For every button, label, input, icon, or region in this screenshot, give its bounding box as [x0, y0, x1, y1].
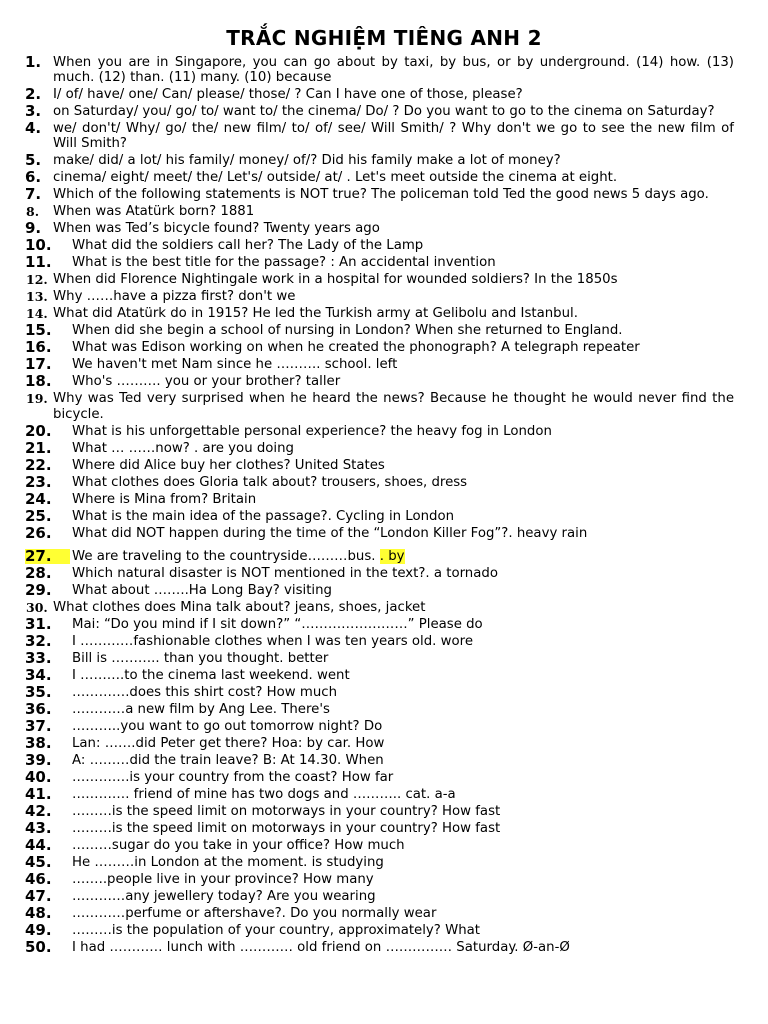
question-body: ………….is your country from the coast? How far [72, 769, 394, 785]
question-number: 11. [25, 253, 52, 272]
question-number: 35. [25, 682, 52, 701]
question-number: 48. [25, 903, 52, 922]
question-item [0, 121, 768, 153]
question-text [72, 323, 734, 338]
question-body: What did NOT happen during the time of the “London Killer Fog”?. heavy rain [72, 525, 588, 541]
question-item [0, 886, 768, 906]
question-body: He ………in London at the moment. is studying [72, 854, 384, 870]
question-body: ………sugar do you take in your office? How much [72, 837, 405, 853]
question-body: A: ………did the train leave? B: At 14.30. When [72, 752, 384, 768]
question-body: What was Edison working on when he created the phonograph? A telegraph repeater [72, 340, 640, 356]
question-number: 34. [25, 665, 52, 684]
question-body: Where did Alice buy her clothes? United States [72, 457, 385, 473]
question-number: 15. [25, 321, 52, 340]
question-text [53, 121, 734, 151]
question-number: 46. [25, 869, 52, 888]
question-item [0, 733, 768, 753]
question-text [72, 374, 734, 389]
question-item [0, 801, 768, 821]
question-text [72, 475, 734, 490]
question-item [0, 869, 768, 889]
question-body: When did she begin a school of nursing in London? When she returned to England. [72, 323, 623, 339]
question-number: 47. [25, 886, 52, 905]
question-number: 4. [25, 119, 42, 138]
question-body: Which natural disaster is NOT mentioned in the text?. a tornado [72, 565, 498, 581]
question-item [0, 835, 768, 855]
question-body: ………….does this shirt cost? How much [72, 684, 337, 700]
question-body: What clothes does Mina talk about? jeans, shoes, jacket [53, 599, 426, 615]
question-body: What … ……now? . are you doing [72, 440, 294, 456]
question-text [72, 651, 734, 666]
question-body: Why ……have a pizza first? don't we [53, 289, 296, 305]
question-text [72, 255, 734, 270]
question-body: make/ did/ a lot/ his family/ money/ of/? Did his family make a lot of money? [53, 153, 561, 169]
question-number: 31. [25, 614, 52, 633]
question-body: What is the main idea of the passage?. Cycling in London [72, 508, 455, 524]
question-body: ………..you want to go out tomorrow night? Do [72, 718, 383, 734]
question-number: 22. [25, 455, 52, 474]
question-item [0, 472, 768, 492]
question-number: 43. [25, 818, 52, 837]
question-item [0, 55, 768, 87]
question-number: 13. [26, 289, 48, 305]
question-number: 14. [26, 306, 48, 322]
question-body: I had ………… lunch with ………… old friend on …………… Saturday. Ø-an-Ø [72, 939, 570, 955]
question-body: …………a new film by Ang Lee. There's [72, 701, 330, 717]
question-number: 9. [25, 219, 42, 238]
question-number: 26. [25, 523, 52, 542]
question-item [0, 438, 768, 458]
question-text [72, 872, 734, 887]
question-number: 19. [26, 391, 48, 407]
question-number: 5. [25, 151, 42, 170]
question-number: 29. [25, 580, 52, 599]
question-item [0, 255, 768, 272]
question-item [0, 600, 768, 617]
question-text [53, 600, 734, 615]
question-number: 1. [25, 53, 42, 71]
question-number: 30. [26, 599, 48, 615]
question-body: I ……….to the cinema last weekend. went [72, 667, 350, 683]
question-text [53, 87, 734, 102]
question-number: 38. [25, 733, 52, 752]
question-item [0, 716, 768, 736]
question-text [72, 526, 734, 541]
question-item [0, 852, 768, 872]
question-number: 40. [25, 767, 52, 786]
question-body: I/ of/ have/ one/ Can/ please/ those/ ? Can I have one of those, please? [53, 87, 523, 103]
question-text [72, 685, 734, 700]
question-text [72, 509, 734, 524]
question-item [0, 523, 768, 543]
question-text [53, 187, 734, 202]
question-text [72, 441, 734, 456]
question-list [0, 55, 768, 957]
question-number: 8. [26, 204, 40, 220]
question-body: What is the best title for the passage? : An accidental invention [72, 255, 496, 271]
question-text [53, 272, 734, 287]
question-body: cinema/ eight/ meet/ the/ Let's/ outside/ at/ . Let's meet outside the cinema at eight. [53, 170, 618, 186]
question-body: on Saturday/ you/ go/ to/ want to/ the cinema/ Do/ ? Do you want to go to the cinema on Saturday? [53, 104, 715, 120]
question-item [0, 920, 768, 940]
question-item [0, 104, 768, 121]
question-number: 33. [25, 648, 52, 667]
question-text [72, 804, 734, 819]
question-number: 16. [25, 338, 52, 357]
question-text [53, 221, 734, 236]
question-text [72, 838, 734, 853]
question-text [72, 492, 734, 507]
question-body: Which of the following statements is NOT true? The policeman told Ted the good news 5 days ago. [53, 187, 709, 203]
question-number: 18. [25, 372, 52, 391]
question-number: 12. [26, 272, 48, 288]
question-item [0, 506, 768, 526]
question-item [0, 937, 768, 957]
question-item [0, 272, 768, 289]
question-number: 44. [25, 835, 52, 854]
question-body: …………perfume or aftershave?. Do you normally wear [72, 905, 437, 921]
question-body: When was Atatürk born? 1881 [53, 204, 255, 220]
question-body: ………is the population of your country, approximately? What [72, 922, 481, 938]
question-number: 41. [25, 784, 52, 803]
question-text [72, 634, 734, 649]
question-number: 50. [25, 937, 52, 956]
question-item [0, 767, 768, 787]
question-number: 23. [25, 472, 52, 491]
question-item [0, 648, 768, 668]
question-item [0, 546, 768, 566]
question-text [72, 736, 734, 751]
question-item [0, 699, 768, 719]
question-body: we/ don't/ Why/ go/ the/ new film/ to/ of/ see/ Will Smith/ ? Why don't we go to see the new film of Will Smith? [53, 121, 734, 152]
question-text [72, 770, 734, 785]
question-number: 37. [25, 716, 52, 735]
question-item [0, 87, 768, 104]
question-text [72, 787, 734, 802]
question-text [53, 204, 734, 219]
question-item [0, 170, 768, 187]
question-item [0, 580, 768, 600]
question-text [53, 306, 734, 321]
question-item [0, 631, 768, 651]
question-body: Bill is ……….. than you thought. better [72, 650, 329, 666]
question-body: We haven't met Nam since he ………. school. left [72, 357, 398, 373]
question-number: 39. [25, 750, 52, 769]
document-title: TRẮC NGHIỆM TIÊNG ANH 2 [226, 26, 542, 50]
question-item [0, 153, 768, 170]
question-body: We are traveling to the countryside………bus. [72, 548, 380, 564]
question-text [72, 889, 734, 904]
question-item [0, 563, 768, 583]
question-number: 17. [25, 355, 52, 374]
question-text [72, 702, 734, 717]
question-text [72, 906, 734, 921]
question-body: What clothes does Gloria talk about? trousers, shoes, dress [72, 474, 468, 490]
question-number: 42. [25, 801, 52, 820]
question-item [0, 455, 768, 475]
question-text [53, 170, 734, 185]
question-text [72, 617, 734, 632]
question-body: ………is the speed limit on motorways in your country? How fast [72, 820, 501, 836]
question-item [0, 818, 768, 838]
question-text [72, 855, 734, 870]
question-text [53, 104, 734, 119]
question-body: When did Florence Nightingale work in a hospital for wounded soldiers? In the 1850s [53, 272, 618, 288]
question-text [72, 583, 734, 598]
question-body: When you are in Singapore, you can go about by taxi, by bus, or by underground. (14) how. (13) much. (12) than. (11) many. (10) because [53, 55, 734, 86]
question-body: ………is the speed limit on motorways in your country? How fast [72, 803, 501, 819]
question-text [72, 668, 734, 683]
question-number: 25. [25, 506, 52, 525]
question-body: …………. friend of mine has two dogs and ……….. cat. a-a [72, 786, 456, 802]
highlighted-answer: . by [379, 548, 405, 564]
question-item [0, 238, 768, 255]
question-text [53, 391, 734, 421]
question-item [0, 784, 768, 804]
question-number: 24. [25, 489, 52, 508]
question-item [0, 323, 768, 340]
question-body: Mai: “Do you mind if I sit down?” “……………………” Please do [72, 616, 483, 632]
question-text [72, 719, 734, 734]
question-text [72, 821, 734, 836]
question-number: 3. [25, 102, 42, 121]
question-number: 36. [25, 699, 52, 718]
question-number: 2. [25, 85, 42, 104]
question-number: 45. [25, 852, 52, 871]
question-number: 32. [25, 631, 52, 650]
question-text [53, 153, 734, 168]
question-number: 27. [25, 549, 70, 564]
question-item [0, 421, 768, 441]
question-item [0, 374, 768, 391]
question-body: …………any jewellery today? Are you wearing [72, 888, 376, 904]
question-item [0, 682, 768, 702]
question-body: When was Ted’s bicycle found? Twenty years ago [53, 221, 380, 237]
question-body: Who's ………. you or your brother? taller [72, 374, 341, 390]
question-number: 20. [25, 421, 52, 440]
question-item [0, 204, 768, 221]
question-number: 10. [25, 236, 52, 255]
question-text [72, 940, 734, 955]
question-text [72, 566, 734, 581]
question-number: 6. [25, 168, 42, 187]
question-number: 7. [25, 185, 42, 204]
question-item [0, 903, 768, 923]
question-item [0, 187, 768, 204]
question-text [72, 357, 734, 372]
question-text [72, 753, 734, 768]
question-text [72, 458, 734, 473]
question-text [72, 549, 734, 564]
question-body: Lan: …….did Peter get there? Hoa: by car. How [72, 735, 385, 751]
question-number: 21. [25, 438, 52, 457]
question-body: Why was Ted very surprised when he heard the news? Because he thought he would never find the bicycle. [53, 391, 734, 422]
question-item [0, 489, 768, 509]
question-item [0, 289, 768, 306]
question-item [0, 357, 768, 374]
question-text [53, 55, 734, 85]
question-item [0, 665, 768, 685]
question-item [0, 614, 768, 634]
question-body: What about ……..Ha Long Bay? visiting [72, 582, 332, 598]
question-body: ……..people live in your province? How many [72, 871, 374, 887]
question-body: What did Atatürk do in 1915? He led the Turkish army at Gelibolu and Istanbul. [53, 306, 578, 322]
question-item [0, 391, 768, 423]
question-text [53, 289, 734, 304]
question-body: What is his unforgettable personal experience? the heavy fog in London [72, 423, 552, 439]
question-text [72, 238, 734, 253]
question-item [0, 340, 768, 357]
question-number: 49. [25, 920, 52, 939]
question-item [0, 306, 768, 323]
question-body: Where is Mina from? Britain [72, 491, 257, 507]
question-body: I …………fashionable clothes when I was ten years old. wore [72, 633, 474, 649]
question-item [0, 750, 768, 770]
question-text [72, 340, 734, 355]
question-text [72, 424, 734, 439]
question-body: What did the soldiers call her? The Lady of the Lamp [72, 238, 424, 254]
question-number: 28. [25, 563, 52, 582]
question-item [0, 221, 768, 238]
question-text [72, 923, 734, 938]
